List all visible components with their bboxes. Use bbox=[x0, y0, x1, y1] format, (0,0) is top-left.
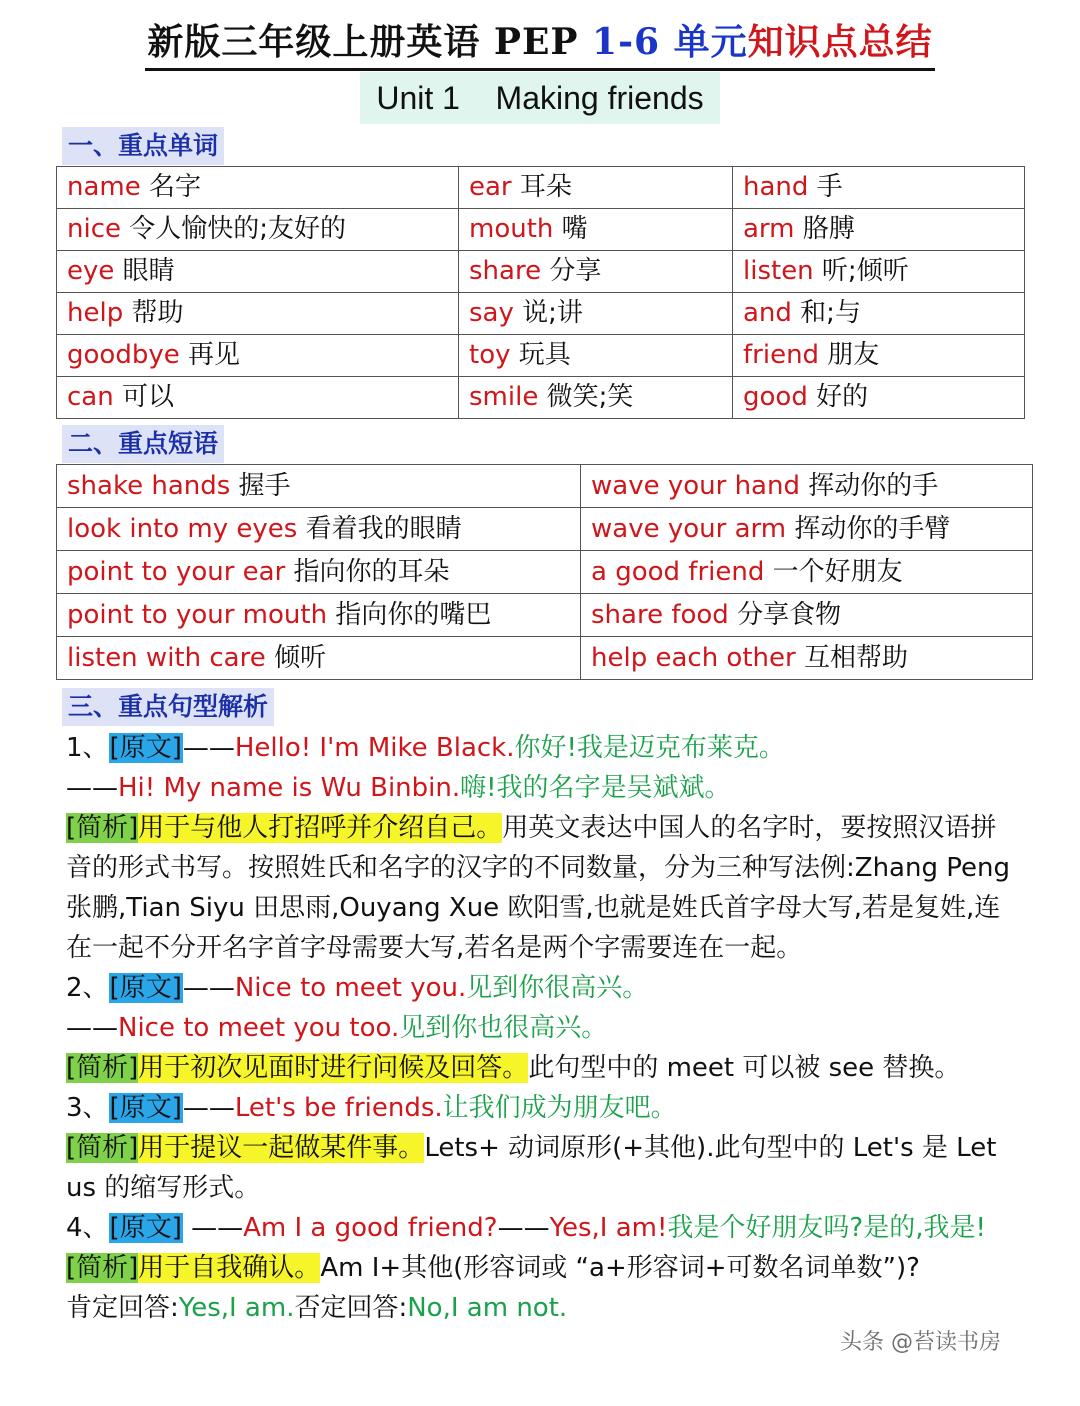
vocab-cell bbox=[733, 377, 1025, 419]
vocab-cell bbox=[459, 167, 733, 209]
vocab-chinese: 再见 bbox=[179, 340, 240, 370]
vocab-cell bbox=[57, 251, 459, 293]
phrase-english: a good friend bbox=[591, 557, 765, 587]
phrase-english: listen with care bbox=[67, 643, 266, 673]
vocab-english: and bbox=[743, 298, 792, 328]
vocab-chinese: 微笑;笑 bbox=[538, 382, 634, 412]
phrase-english: look into my eyes bbox=[67, 514, 298, 544]
dash: —— bbox=[182, 973, 235, 1003]
s1-highlight: 用于与他人打招呼并介绍自己。 bbox=[138, 813, 503, 843]
s2-number: 2、 bbox=[66, 973, 109, 1003]
page-title bbox=[0, 14, 1080, 71]
s1-number: 1、 bbox=[66, 733, 109, 763]
phrase-chinese: 一个好朋友 bbox=[764, 557, 903, 587]
s3-zh1: 让我们成为朋友吧。 bbox=[442, 1093, 677, 1123]
vocab-row bbox=[57, 377, 1025, 419]
vocab-english: nice bbox=[67, 214, 121, 244]
vocab-cell bbox=[57, 335, 459, 377]
phrase-english: point to your ear bbox=[67, 557, 286, 587]
phrase-row bbox=[57, 551, 1033, 594]
jianxi-tag: [简析] bbox=[66, 1053, 139, 1083]
dash: —— bbox=[191, 1213, 244, 1243]
vocab-cell bbox=[459, 293, 733, 335]
phrase-english: wave your hand bbox=[591, 471, 800, 501]
s4-line1 bbox=[66, 1208, 1021, 1248]
vocab-chinese: 手 bbox=[808, 172, 843, 202]
vocab-english: can bbox=[67, 382, 114, 412]
vocab-chinese: 说;讲 bbox=[513, 298, 583, 328]
phrase-chinese: 指向你的嘴巴 bbox=[327, 600, 492, 630]
vocab-chinese: 可以 bbox=[113, 382, 174, 412]
s4-positive-label: 肯定回答: bbox=[66, 1293, 179, 1323]
vocab-chinese: 胳膊 bbox=[794, 214, 855, 244]
s4-answers bbox=[66, 1288, 1021, 1328]
s4-positive-answer: Yes,I am. bbox=[178, 1293, 295, 1323]
vocab-english: share bbox=[469, 256, 542, 286]
vocab-chinese: 和;与 bbox=[791, 298, 861, 328]
phrase-english: wave your arm bbox=[591, 514, 787, 544]
vocab-row bbox=[57, 167, 1025, 209]
s1-zh2: 嗨!我的名字是吴斌斌。 bbox=[460, 773, 731, 803]
s2-en1: Nice to meet you. bbox=[234, 973, 467, 1003]
vocab-row bbox=[57, 209, 1025, 251]
yuanwen-tag: [原文] bbox=[109, 973, 182, 1003]
vocab-chinese: 嘴 bbox=[553, 214, 588, 244]
vocab-english: listen bbox=[743, 256, 814, 286]
vocab-chinese: 耳朵 bbox=[511, 172, 572, 202]
phrase-cell bbox=[581, 465, 1033, 508]
vocab-chinese: 好的 bbox=[807, 382, 869, 412]
phrase-chinese: 挥动你的手臂 bbox=[786, 514, 951, 544]
vocab-row bbox=[57, 335, 1025, 377]
s4-en2: Yes,I am! bbox=[549, 1213, 668, 1243]
section-sentences-heading: 三、重点句型解析 bbox=[62, 688, 274, 726]
vocab-cell bbox=[733, 209, 1025, 251]
s1-en1: Hello! I'm Mike Black. bbox=[234, 733, 515, 763]
s3-en1: Let's be friends. bbox=[234, 1093, 443, 1123]
s4-number: 4、 bbox=[66, 1213, 109, 1243]
vocab-chinese: 听;倾听 bbox=[813, 256, 909, 286]
vocab-english: hand bbox=[743, 172, 809, 202]
phrase-chinese: 握手 bbox=[230, 471, 291, 501]
vocab-chinese: 帮助 bbox=[123, 298, 184, 328]
s3-line1 bbox=[66, 1088, 1021, 1128]
s4-explanation: Am I+其他(形容词或 “a+形容词+可数名词单数”)? bbox=[320, 1253, 920, 1283]
title-part2: 1-6 单元 bbox=[592, 21, 748, 63]
phrase-row bbox=[57, 508, 1033, 551]
dash: —— bbox=[497, 1213, 550, 1243]
vocab-chinese: 分享 bbox=[541, 256, 602, 286]
s1-zh1: 你好!我是迈克布莱克。 bbox=[514, 733, 785, 763]
vocab-cell bbox=[57, 167, 459, 209]
vocab-cell bbox=[57, 293, 459, 335]
vocab-cell bbox=[57, 377, 459, 419]
vocab-chinese: 令人愉快的;友好的 bbox=[121, 214, 347, 244]
phrase-chinese: 看着我的眼睛 bbox=[297, 514, 462, 544]
vocab-cell bbox=[57, 209, 459, 251]
vocab-table bbox=[56, 166, 1025, 419]
phrase-english: share food bbox=[591, 600, 729, 630]
vocab-english: toy bbox=[469, 340, 511, 370]
phrase-row bbox=[57, 594, 1033, 637]
vocab-cell bbox=[733, 335, 1025, 377]
sentence-analysis bbox=[66, 728, 1021, 1328]
yuanwen-tag: [原文] bbox=[109, 1093, 182, 1123]
phrase-table bbox=[56, 464, 1033, 680]
vocab-cell bbox=[733, 293, 1025, 335]
s3-analysis bbox=[66, 1128, 1021, 1208]
phrase-english: point to your mouth bbox=[67, 600, 328, 630]
s2-zh2: 见到你也很高兴。 bbox=[399, 1013, 608, 1043]
phrase-cell bbox=[581, 551, 1033, 594]
dash: —— bbox=[182, 733, 235, 763]
watermark: 头条 @苔读书房 bbox=[840, 1330, 1001, 1355]
vocab-cell bbox=[459, 251, 733, 293]
s4-highlight: 用于自我确认。 bbox=[138, 1253, 321, 1283]
s1-explanation: 用英文表达中国人的名字时，要按照汉语拼音的形式书写。按照姓氏和名字的汉字的不同数量，分为三种写法例:Zhang Peng 张鹏,Tian Siyu 田思雨,Ouyang Xue 欧阳雪,也就是姓氏首字母大写,若是复姓,连在一起不分开名字首字母需要大写,若名是两个字需要连在一起。 bbox=[66, 813, 1010, 963]
section-vocab-heading: 一、重点单词 bbox=[62, 127, 224, 165]
s4-negative-answer: No,I am not. bbox=[407, 1293, 568, 1323]
phrase-cell bbox=[57, 465, 581, 508]
s1-line1 bbox=[66, 728, 1021, 768]
phrase-cell bbox=[581, 594, 1033, 637]
vocab-chinese: 眼睛 bbox=[114, 256, 175, 286]
section-phrases-heading: 二、重点短语 bbox=[62, 425, 224, 463]
phrase-cell bbox=[581, 637, 1033, 680]
s2-analysis bbox=[66, 1048, 1021, 1088]
s2-zh1: 见到你很高兴。 bbox=[466, 973, 649, 1003]
vocab-english: goodbye bbox=[67, 340, 180, 370]
vocab-cell bbox=[459, 335, 733, 377]
phrase-cell bbox=[57, 637, 581, 680]
s1-en2: Hi! My name is Wu Binbin. bbox=[118, 773, 461, 803]
phrase-cell bbox=[57, 594, 581, 637]
yuanwen-tag: [原文] bbox=[109, 1213, 182, 1243]
phrase-chinese: 指向你的耳朵 bbox=[285, 557, 450, 587]
dash: —— bbox=[66, 773, 118, 803]
s3-explanation: Lets+ 动词原形(+其他).此句型中的 Let's 是 Let us 的缩写形式。 bbox=[66, 1133, 997, 1203]
dash: —— bbox=[66, 1013, 118, 1043]
s1-analysis bbox=[66, 808, 1021, 968]
vocab-cell bbox=[733, 167, 1025, 209]
s4-zh1: 我是个好朋友吗?是的,我是! bbox=[667, 1213, 986, 1243]
phrase-chinese: 互相帮助 bbox=[795, 643, 908, 673]
vocab-english: good bbox=[743, 382, 808, 412]
vocab-english: mouth bbox=[469, 214, 554, 244]
title-part1: 新版三年级上册英语 PEP bbox=[147, 21, 593, 63]
jianxi-tag: [简析] bbox=[66, 1133, 139, 1163]
s1-line2 bbox=[66, 768, 1021, 808]
title-part3: 知识点总结 bbox=[747, 21, 933, 63]
phrase-english: help each other bbox=[591, 643, 796, 673]
phrase-row bbox=[57, 465, 1033, 508]
vocab-chinese: 名字 bbox=[140, 172, 201, 202]
s3-number: 3、 bbox=[66, 1093, 109, 1123]
phrase-chinese: 挥动你的手 bbox=[799, 471, 939, 501]
jianxi-tag: [简析] bbox=[66, 1253, 139, 1283]
phrase-chinese: 倾听 bbox=[265, 643, 326, 673]
s3-highlight: 用于提议一起做某件事。 bbox=[138, 1133, 425, 1163]
yuanwen-tag: [原文] bbox=[109, 733, 182, 763]
s2-en2: Nice to meet you too. bbox=[118, 1013, 400, 1043]
vocab-chinese: 朋友 bbox=[819, 340, 880, 370]
s4-negative-label: 否定回答: bbox=[294, 1293, 408, 1323]
vocab-english: ear bbox=[469, 172, 512, 202]
phrase-cell bbox=[57, 508, 581, 551]
vocab-english: smile bbox=[469, 382, 539, 412]
vocab-english: name bbox=[67, 172, 141, 202]
vocab-row bbox=[57, 251, 1025, 293]
jianxi-tag: [简析] bbox=[66, 813, 139, 843]
unit-title: Unit 1 Making friends bbox=[360, 72, 720, 124]
dash: —— bbox=[182, 1093, 235, 1123]
vocab-row bbox=[57, 293, 1025, 335]
vocab-chinese: 玩具 bbox=[510, 340, 571, 370]
s2-line1 bbox=[66, 968, 1021, 1008]
phrase-chinese: 分享食物 bbox=[728, 600, 842, 630]
vocab-cell bbox=[459, 209, 733, 251]
vocab-cell bbox=[733, 251, 1025, 293]
s2-line2 bbox=[66, 1008, 1021, 1048]
s2-highlight: 用于初次见面时进行问候及回答。 bbox=[138, 1053, 529, 1083]
vocab-english: friend bbox=[743, 340, 820, 370]
vocab-english: say bbox=[469, 298, 514, 328]
s2-explanation: 此句型中的 meet 可以被 see 替换。 bbox=[528, 1053, 961, 1083]
phrase-row bbox=[57, 637, 1033, 680]
vocab-english: eye bbox=[67, 256, 115, 286]
vocab-cell bbox=[459, 377, 733, 419]
vocab-english: help bbox=[67, 298, 124, 328]
vocab-english: arm bbox=[743, 214, 795, 244]
s4-analysis bbox=[66, 1248, 1021, 1288]
phrase-cell bbox=[57, 551, 581, 594]
s4-en1: Am I a good friend? bbox=[243, 1213, 498, 1243]
phrase-cell bbox=[581, 508, 1033, 551]
phrase-english: shake hands bbox=[67, 471, 231, 501]
